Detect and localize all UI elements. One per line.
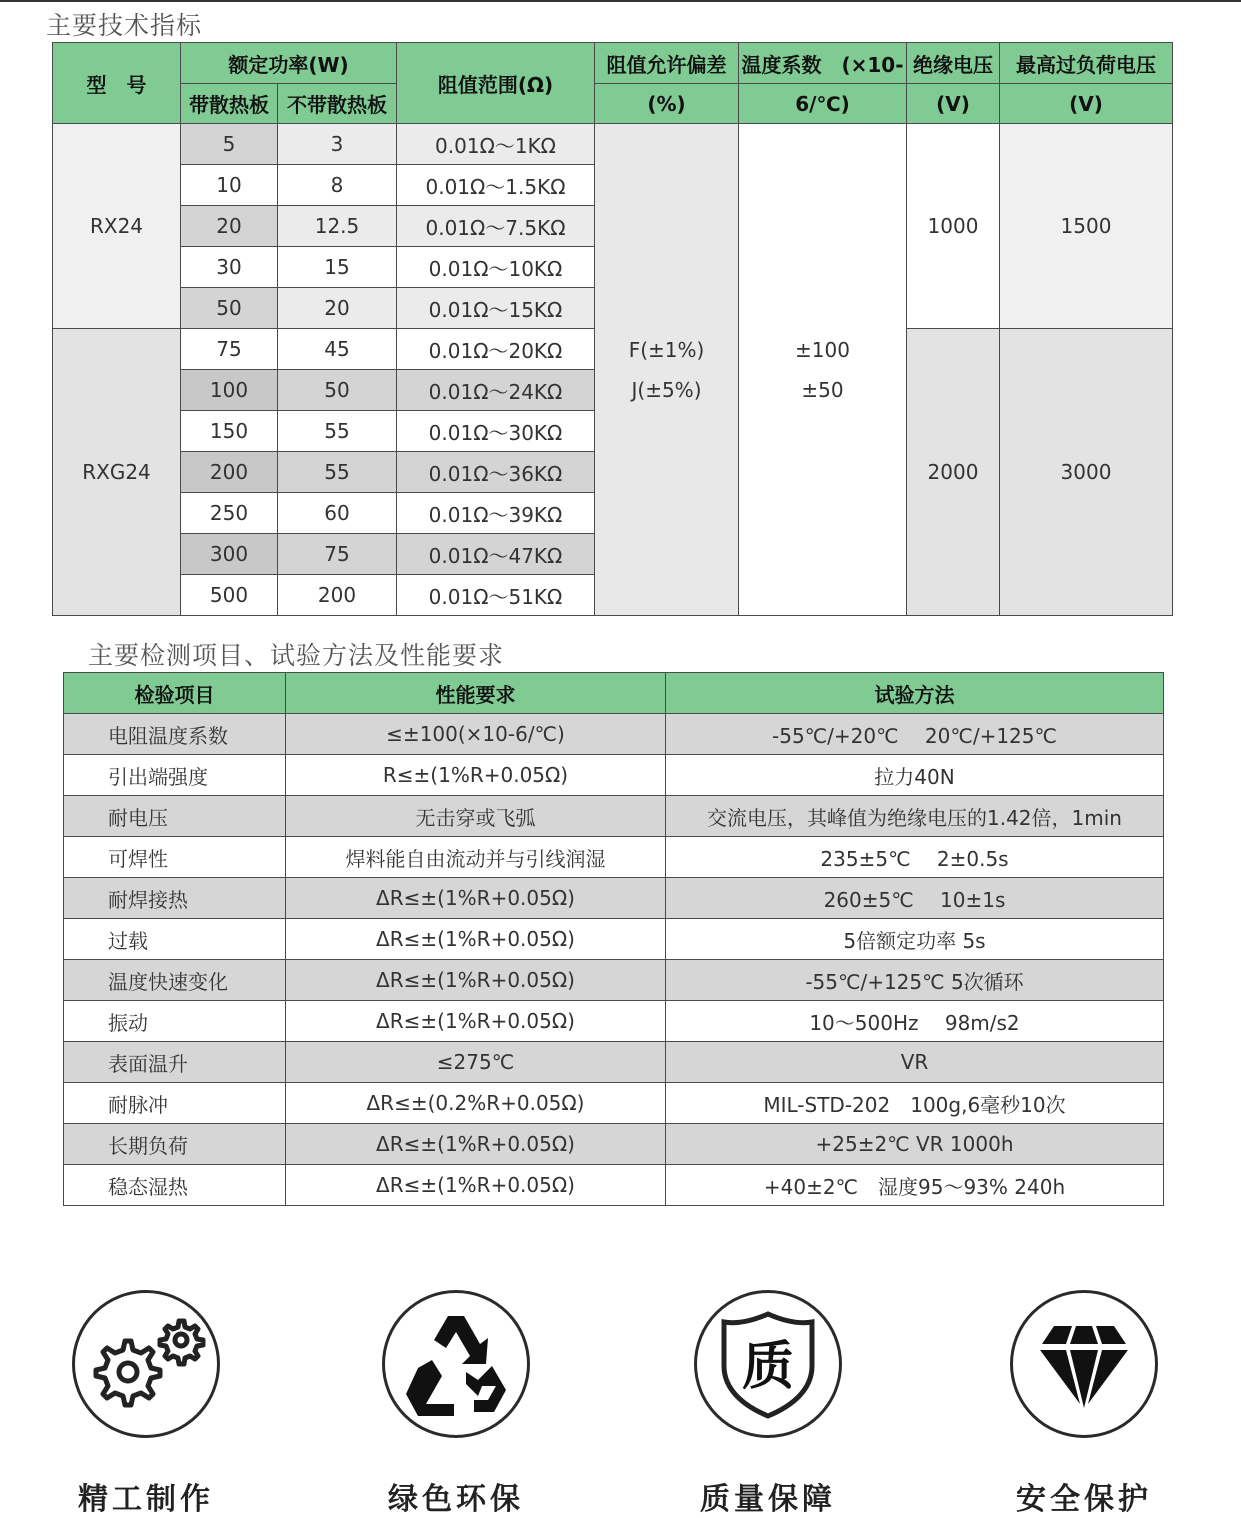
table-row bbox=[64, 796, 1164, 837]
test-item-cell: 耐脉冲 bbox=[64, 1083, 286, 1124]
requirement-cell: ≤275℃ bbox=[286, 1042, 666, 1083]
header-model: 型 号 bbox=[53, 43, 181, 124]
spec-table bbox=[52, 42, 1173, 616]
table-row bbox=[64, 837, 1164, 878]
without-heatsink-cell: 75 bbox=[278, 534, 397, 575]
with-heatsink-cell: 500 bbox=[181, 575, 278, 616]
table-row bbox=[64, 1165, 1164, 1206]
header-temp-coeff-unit: 6/℃) bbox=[739, 84, 907, 124]
temp-coeff-value: ±50 bbox=[801, 377, 844, 402]
range-cell: 0.01Ω～39KΩ bbox=[397, 493, 595, 534]
without-heatsink-cell: 20 bbox=[278, 288, 397, 329]
feature-label: 质量保障 bbox=[700, 1482, 836, 1517]
requirement-cell: ΔR≤±(1%R+0.05Ω) bbox=[286, 919, 666, 960]
requirement-cell: ΔR≤±(1%R+0.05Ω) bbox=[286, 1124, 666, 1165]
feature-label: 精工制作 bbox=[78, 1482, 214, 1517]
header-tolerance: 阻值允许偏差 bbox=[595, 43, 739, 84]
requirement-cell: R≤±(1%R+0.05Ω) bbox=[286, 755, 666, 796]
diamond-icon bbox=[1010, 1290, 1158, 1438]
table-row bbox=[64, 714, 1164, 755]
method-cell: 拉力40N bbox=[666, 755, 1164, 796]
table-row bbox=[64, 1042, 1164, 1083]
header-overload: 最高过负荷电压 bbox=[1000, 43, 1173, 84]
top-border-line bbox=[0, 0, 1241, 2]
insulation-cell: 2000 bbox=[907, 329, 1000, 616]
feature-eco bbox=[356, 1290, 556, 1518]
with-heatsink-cell: 200 bbox=[181, 452, 278, 493]
test-item-cell: 电阻温度系数 bbox=[64, 714, 286, 755]
with-heatsink-cell: 50 bbox=[181, 288, 278, 329]
method-cell: -55℃/+125℃ 5次循环 bbox=[666, 960, 1164, 1001]
header-method: 试验方法 bbox=[666, 673, 1164, 714]
tolerance-cell bbox=[595, 124, 739, 616]
without-heatsink-cell: 200 bbox=[278, 575, 397, 616]
feature-precision bbox=[46, 1290, 246, 1518]
overload-cell: 1500 bbox=[1000, 124, 1173, 329]
without-heatsink-cell: 55 bbox=[278, 411, 397, 452]
range-cell: 0.01Ω～7.5KΩ bbox=[397, 206, 595, 247]
range-cell: 0.01Ω～20KΩ bbox=[397, 329, 595, 370]
test-item-cell: 耐焊接热 bbox=[64, 878, 286, 919]
gears-icon bbox=[72, 1290, 220, 1438]
table-row bbox=[64, 1124, 1164, 1165]
feature-label: 绿色环保 bbox=[388, 1482, 524, 1517]
requirement-cell: ΔR≤±(1%R+0.05Ω) bbox=[286, 960, 666, 1001]
header-test-item: 检验项目 bbox=[64, 673, 286, 714]
quality-shield-icon bbox=[694, 1290, 842, 1438]
test-item-cell: 引出端强度 bbox=[64, 755, 286, 796]
test-item-cell: 长期负荷 bbox=[64, 1124, 286, 1165]
header-insulation-unit: (V) bbox=[907, 84, 1000, 124]
header-without-heatsink: 不带散热板 bbox=[278, 84, 397, 124]
table-row bbox=[64, 919, 1164, 960]
temp-coeff-value: ±100 bbox=[795, 337, 850, 362]
method-cell: 235±5℃ 2±0.5s bbox=[666, 837, 1164, 878]
test-item-cell: 振动 bbox=[64, 1001, 286, 1042]
method-cell: 交流电压，其峰值为绝缘电压的1.42倍，1min bbox=[666, 796, 1164, 837]
without-heatsink-cell: 12.5 bbox=[278, 206, 397, 247]
header-requirement: 性能要求 bbox=[286, 673, 666, 714]
header-tolerance-unit: (%) bbox=[595, 84, 739, 124]
table-row bbox=[64, 755, 1164, 796]
range-cell: 0.01Ω～30KΩ bbox=[397, 411, 595, 452]
with-heatsink-cell: 100 bbox=[181, 370, 278, 411]
range-cell: 0.01Ω～24KΩ bbox=[397, 370, 595, 411]
requirement-cell: 焊料能自由流动并与引线润湿 bbox=[286, 837, 666, 878]
with-heatsink-cell: 250 bbox=[181, 493, 278, 534]
model-cell: RXG24 bbox=[53, 329, 181, 616]
table-row bbox=[64, 960, 1164, 1001]
header-temp-coeff: 温度系数 (×10- bbox=[739, 43, 907, 84]
test-item-cell: 过载 bbox=[64, 919, 286, 960]
range-cell: 0.01Ω～51KΩ bbox=[397, 575, 595, 616]
method-cell: MIL-STD-202 100g,6毫秒10次 bbox=[666, 1083, 1164, 1124]
with-heatsink-cell: 75 bbox=[181, 329, 278, 370]
requirement-cell: ΔR≤±(1%R+0.05Ω) bbox=[286, 1001, 666, 1042]
method-cell: 5倍额定功率 5s bbox=[666, 919, 1164, 960]
feature-safety bbox=[984, 1290, 1184, 1518]
requirement-cell: ΔR≤±(1%R+0.05Ω) bbox=[286, 878, 666, 919]
overload-cell: 3000 bbox=[1000, 329, 1173, 616]
range-cell: 0.01Ω～15KΩ bbox=[397, 288, 595, 329]
table-row bbox=[64, 1083, 1164, 1124]
method-cell: +25±2℃ VR 1000h bbox=[666, 1124, 1164, 1165]
model-cell: RX24 bbox=[53, 124, 181, 329]
without-heatsink-cell: 60 bbox=[278, 493, 397, 534]
feature-quality bbox=[668, 1290, 868, 1518]
with-heatsink-cell: 300 bbox=[181, 534, 278, 575]
requirement-cell: ΔR≤±(1%R+0.05Ω) bbox=[286, 1165, 666, 1206]
with-heatsink-cell: 10 bbox=[181, 165, 278, 206]
table-row bbox=[64, 878, 1164, 919]
table-row bbox=[64, 1001, 1164, 1042]
range-cell: 0.01Ω～36KΩ bbox=[397, 452, 595, 493]
test-item-cell: 温度快速变化 bbox=[64, 960, 286, 1001]
test-item-cell: 可焊性 bbox=[64, 837, 286, 878]
test-item-cell: 耐电压 bbox=[64, 796, 286, 837]
tolerance-value: F(±1%) bbox=[628, 337, 705, 362]
with-heatsink-cell: 20 bbox=[181, 206, 278, 247]
header-with-heatsink: 带散热板 bbox=[181, 84, 278, 124]
spec-section-title: 主要技术指标 bbox=[46, 11, 203, 40]
quality-char: 质 bbox=[741, 1337, 795, 1397]
method-cell: VR bbox=[666, 1042, 1164, 1083]
test-item-cell: 稳态湿热 bbox=[64, 1165, 286, 1206]
without-heatsink-cell: 55 bbox=[278, 452, 397, 493]
recycle-icon bbox=[382, 1290, 530, 1438]
test-section-title: 主要检测项目、试验方法及性能要求 bbox=[88, 641, 505, 670]
header-resistance-range: 阻值范围(Ω) bbox=[397, 43, 595, 124]
test-table bbox=[63, 672, 1164, 1206]
method-cell: 10～500Hz 98m/s2 bbox=[666, 1001, 1164, 1042]
tolerance-value: J(±5%) bbox=[631, 377, 702, 402]
method-cell: -55℃/+20℃ 20℃/+125℃ bbox=[666, 714, 1164, 755]
without-heatsink-cell: 45 bbox=[278, 329, 397, 370]
header-overload-unit: (V) bbox=[1000, 84, 1173, 124]
range-cell: 0.01Ω～10KΩ bbox=[397, 247, 595, 288]
with-heatsink-cell: 30 bbox=[181, 247, 278, 288]
method-cell: +40±2℃ 湿度95～93% 240h bbox=[666, 1165, 1164, 1206]
range-cell: 0.01Ω～1.5KΩ bbox=[397, 165, 595, 206]
header-insulation: 绝缘电压 bbox=[907, 43, 1000, 84]
range-cell: 0.01Ω～1KΩ bbox=[397, 124, 595, 165]
feature-label: 安全保护 bbox=[1016, 1482, 1152, 1517]
temp-coeff-cell bbox=[739, 124, 907, 616]
without-heatsink-cell: 8 bbox=[278, 165, 397, 206]
without-heatsink-cell: 3 bbox=[278, 124, 397, 165]
requirement-cell: 无击穿或飞弧 bbox=[286, 796, 666, 837]
header-rated-power: 额定功率(W) bbox=[181, 43, 397, 84]
method-cell: 260±5℃ 10±1s bbox=[666, 878, 1164, 919]
range-cell: 0.01Ω～47KΩ bbox=[397, 534, 595, 575]
with-heatsink-cell: 5 bbox=[181, 124, 278, 165]
requirement-cell: ≤±100(×10-6/℃) bbox=[286, 714, 666, 755]
requirement-cell: ΔR≤±(0.2%R+0.05Ω) bbox=[286, 1083, 666, 1124]
with-heatsink-cell: 150 bbox=[181, 411, 278, 452]
test-item-cell: 表面温升 bbox=[64, 1042, 286, 1083]
without-heatsink-cell: 15 bbox=[278, 247, 397, 288]
without-heatsink-cell: 50 bbox=[278, 370, 397, 411]
insulation-cell: 1000 bbox=[907, 124, 1000, 329]
